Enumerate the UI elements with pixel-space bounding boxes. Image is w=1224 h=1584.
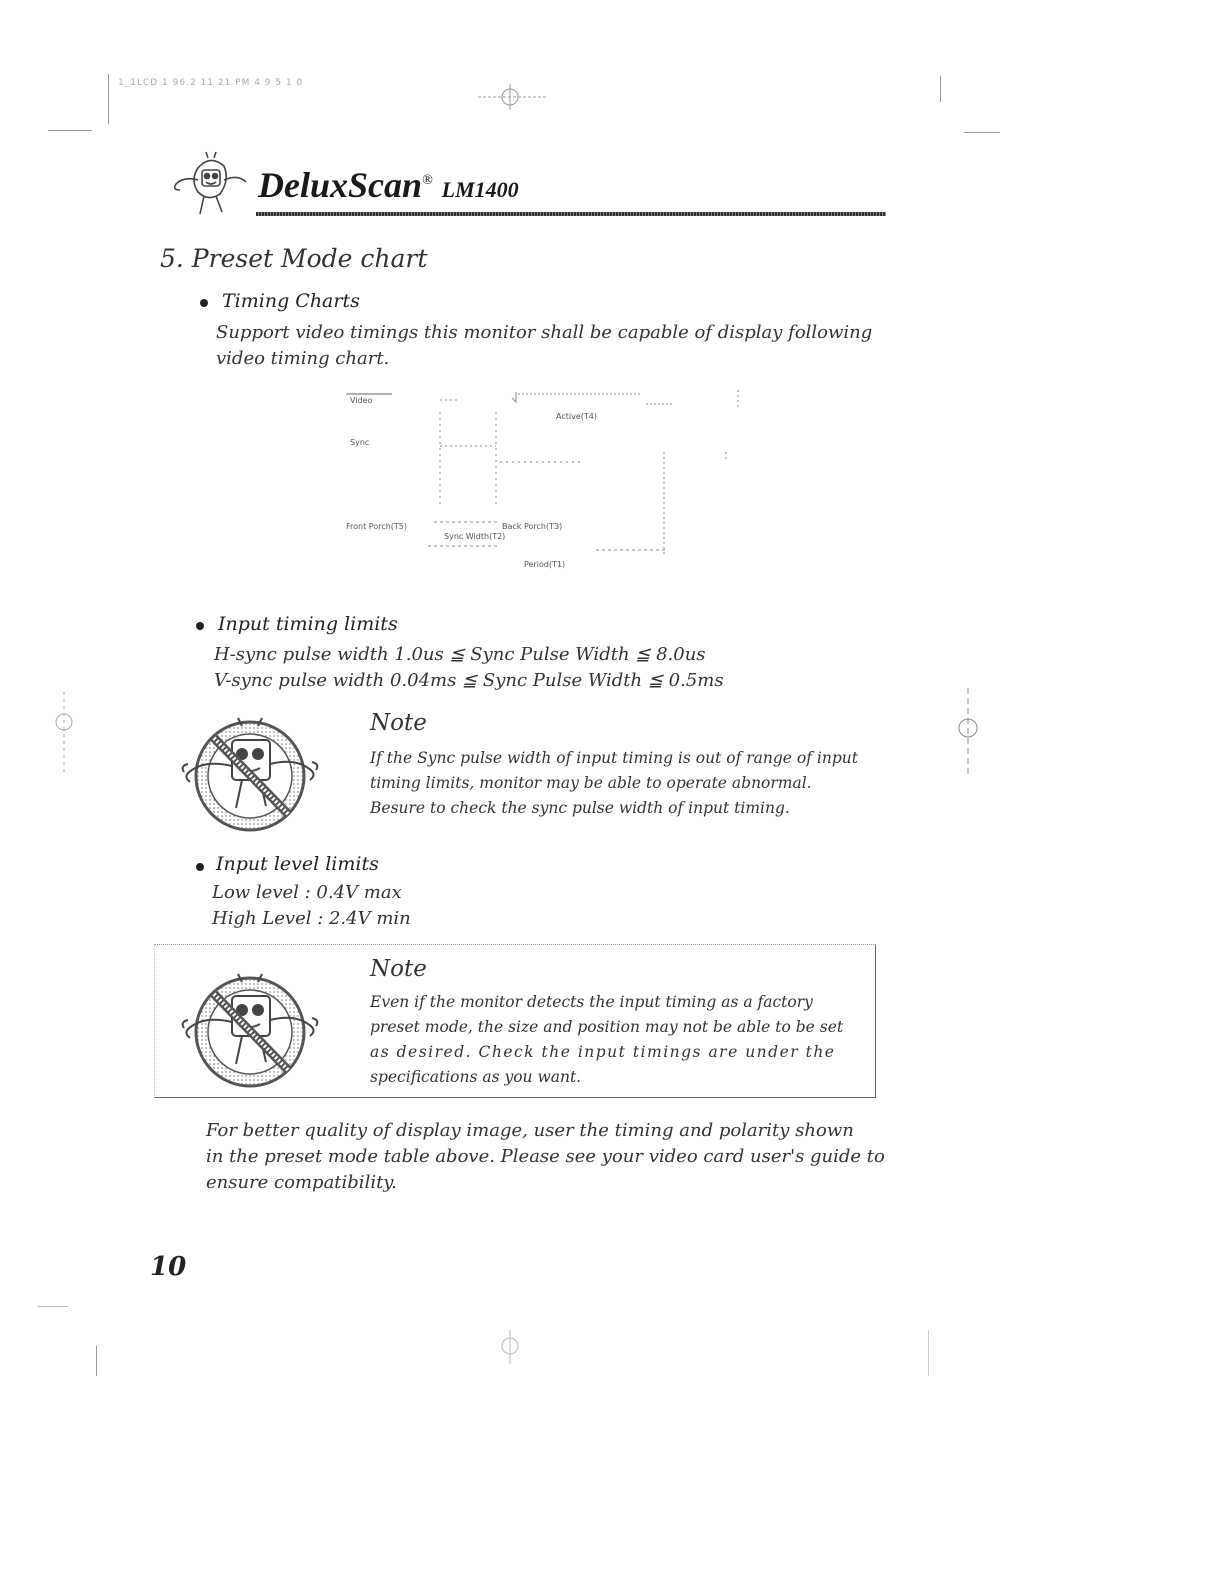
note2-text	[370, 990, 864, 1090]
timing-charts-heading: Timing Charts	[222, 290, 360, 312]
crop-mark	[108, 74, 109, 124]
note-line: preset mode, the size and position may not be able to be set	[370, 1018, 844, 1036]
no-mascot-icon	[172, 966, 328, 1092]
paragraph-line: For better quality of display image, user the timing and polarity shown	[206, 1120, 854, 1141]
paragraph-line: video timing chart.	[216, 348, 390, 369]
diagram-label-sync-width: Sync Width(T2)	[444, 532, 506, 541]
print-slug: 1_1LCD 1 96.2 11 21 PM 4 9 5 1 0	[118, 78, 304, 88]
registered-mark: ®	[422, 173, 433, 188]
diagram-label-active: Active(T4)	[556, 412, 597, 421]
timing-limit-line: H-sync pulse width 1.0us ≦ Sync Pulse Width ≦ 8.0us	[214, 644, 706, 665]
note-line: Besure to check the sync pulse width of input timing.	[370, 799, 790, 817]
input-level-heading: Input level limits	[216, 853, 379, 875]
level-limit-line: Low level : 0.4V max	[212, 882, 402, 903]
diagram-label-front-porch: Front Porch(T5)	[346, 522, 408, 531]
diagram-label-back-porch: Back Porch(T3)	[502, 522, 563, 531]
registration-mark-icon	[950, 688, 986, 778]
crop-mark	[964, 132, 1000, 133]
note-line: specifications as you want.	[370, 1068, 582, 1086]
brand-name: DeluxScan	[258, 165, 423, 205]
timing-charts-paragraph	[216, 320, 916, 372]
note-line: If the Sync pulse width of input timing is out of range of input	[370, 749, 858, 767]
mascot-logo-icon	[168, 150, 252, 220]
input-level-lines	[212, 880, 612, 932]
note1-text	[370, 746, 890, 821]
brand-title	[258, 164, 519, 206]
bullet	[196, 863, 204, 871]
diagram-label-period: Period(T1)	[524, 560, 566, 569]
crop-mark	[96, 1346, 97, 1376]
note2-title: Note	[370, 956, 427, 982]
section-title: 5. Preset Mode chart	[160, 244, 428, 273]
bullet	[196, 622, 204, 630]
crop-mark	[38, 1306, 68, 1307]
paragraph-line: ensure compatibility.	[206, 1172, 397, 1193]
closing-paragraph	[206, 1118, 886, 1196]
note-line: timing limits, monitor may be able to operate abnormal.	[370, 774, 812, 792]
crop-mark	[48, 130, 92, 131]
bullet	[200, 299, 208, 307]
diagram-label-video: Video	[350, 396, 373, 405]
registration-mark-icon	[50, 692, 80, 772]
note-line: as desired. Check the input timings are under the	[370, 1043, 836, 1061]
input-timing-heading: Input timing limits	[218, 613, 398, 635]
no-mascot-icon	[172, 710, 328, 836]
note-line: Even if the monitor detects the input timing as a factory	[370, 993, 813, 1011]
level-limit-line: High Level : 2.4V min	[212, 908, 411, 929]
header-rule	[256, 212, 886, 216]
note1-title: Note	[370, 710, 427, 736]
diagram-label-sync: Sync	[350, 438, 370, 447]
timing-limit-line: V-sync pulse width 0.04ms ≦ Sync Pulse Width ≦ 0.5ms	[214, 670, 724, 691]
paragraph-line: in the preset mode table above. Please see your video card user's guide to	[206, 1146, 885, 1167]
registration-mark-icon	[478, 80, 548, 110]
crop-mark	[928, 1330, 929, 1376]
registration-mark-icon	[494, 1326, 530, 1366]
crop-mark	[940, 76, 941, 102]
input-timing-lines	[214, 642, 814, 694]
page-number: 10	[150, 1252, 187, 1282]
paragraph-line: Support video timings this monitor shall be capable of display following	[216, 322, 873, 343]
model-name: LM1400	[441, 177, 519, 202]
